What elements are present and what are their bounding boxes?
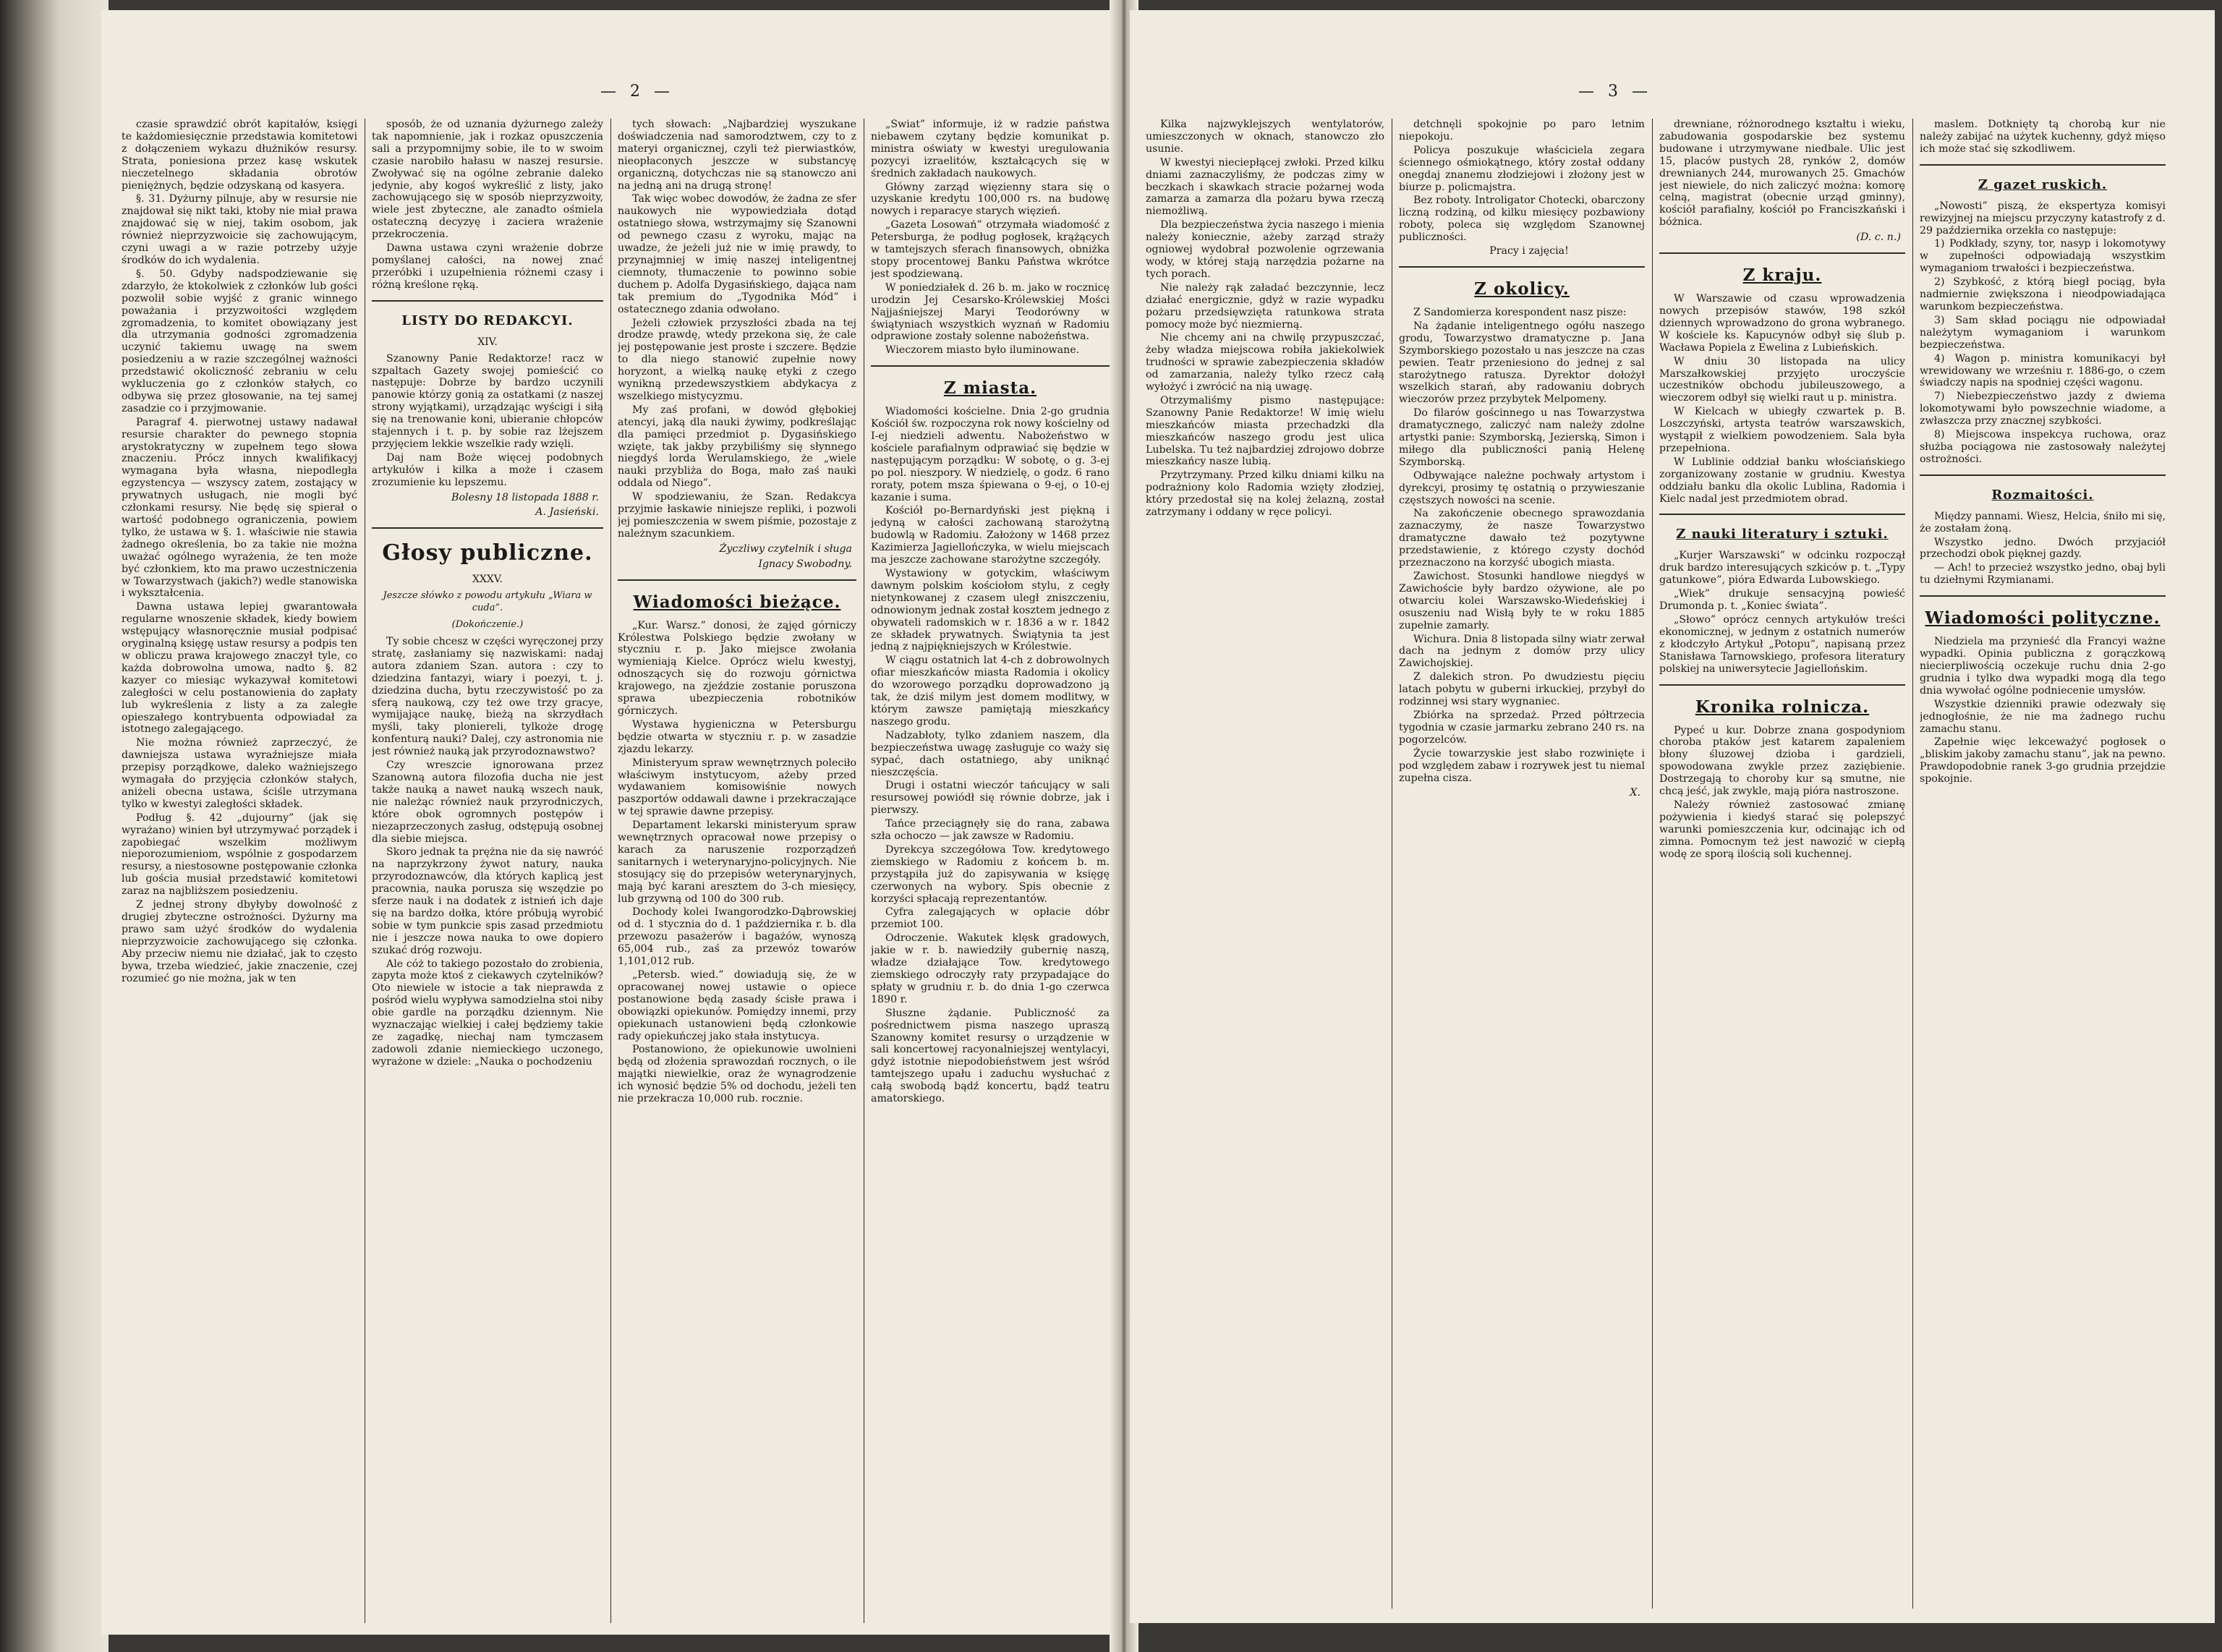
paragraph: detchnęli spokojnie po paro letnim niepokoju. xyxy=(1399,119,1645,142)
section-divider xyxy=(1920,595,2166,597)
z-okolicy-heading: Z okolicy. xyxy=(1474,278,1570,299)
paragraph: Odroczenie. Wakutek klęsk gradowych, jakie w r. b. nawiedziły gubernię naszą, władze działające Tow. kredytowego ziemskiego odroczyły raty przypadające do spłaty w grudniu r. b. do dnia 1-go czerwca 1890 r. xyxy=(871,932,1110,1005)
rozmaitosci-heading: Rozmaitości. xyxy=(1991,487,2094,503)
paragraph: Na zakończenie obecnego sprawozdania zaznaczymy, że nasze Towarzystwo dramatyczne dawało też pozytywne przedstawienie, z którego czysty dochód przeznaczono na korzyść ubogich miasta. xyxy=(1399,508,1645,569)
section-divider xyxy=(372,527,603,529)
wiadomosci-polityczne-heading: Wiadomości polityczne. xyxy=(1925,608,2161,629)
paragraph: Między pannami. Wiesz, Helcia, śniło mi się, że zostałam żoną. xyxy=(1920,510,2166,535)
paragraph: Nadzabłoty, tylko zdaniem naszem, dla bezpieczeństwa uwagę zasługuje co waży się sypać, dach ostatniego, aby uniknąć nieszczęścia. xyxy=(871,729,1110,778)
paragraph: §. 50. Gdyby nadspodziewanie się zdarzyło, że ktokolwiek z członków lub gości pozwolił sobie wyjść z granic winnego poważania i przyzwoitości względem zgromadzenia, to komitet obowiązany jest dla utrzymania godności zgromadzenia uczynić takiemu uwagę na swem posiedzeniu a w razie szczególnej ważności przedstawić okoliczność zebraniu w celu wykluczenia go z członków stałych, co odbywa się przez głosowanie, na tej samej zasadzie co i przyjmowanie. xyxy=(122,268,357,414)
paragraph: Ministeryum spraw wewnętrznych poleciło właściwym instytucyom, ażeby przed wydawaniem komisowiśnie nowych paszportów oddawali dawne i przekraczające w tej sprawie dawne przepisy. xyxy=(618,757,856,818)
paragraph: Zawichost. Stosunki handlowe niegdyś w Zawichoście były bardzo ożywione, ale po otwarciu kolei Warszawsko-Wiedeńskiej i osuszeniu nad Wisłą były te w roku 1885 zupełnie zamarły. xyxy=(1399,571,1645,631)
paragraph: „Nowosti” piszą, że ekspertyza komisyi rewizyjnej na miejscu przyczyny katastrofy z d. 29 października orzekła co następuje: xyxy=(1920,200,2166,237)
paragraph: Wszystkie dzienniki prawie odezwały się jednogłośnie, że nie ma żadnego ruchu zamachu stanu. xyxy=(1920,698,2166,735)
paragraph: 3) Sam skład pociągu nie odpowiadał należytym wymaganiom i warunkom bezpieczeństwa. xyxy=(1920,314,2166,351)
paragraph: Otrzymaliśmy pismo następujące: Szanowny Panie Redaktorze! W imię wielu mieszkańców miasta przechadzki dla mieszkańców naszego grodu jest ulica Lubelska. Tu też najbardziej zdrojowo dobrze mieszkańcy nasze lubią. xyxy=(1146,394,1384,468)
paragraph: Daj nam Boże więcej podobnych artykułów i kilka a może i czasem zrozumienie ku lepszemu. xyxy=(372,451,603,488)
paragraph: Paragraf 4. pierwotnej ustawy nadawał resursie charakter do pewnego stopnia arystokratyczny w zupełnem tego słowa znaczeniu. Prócz innych kwalifikacyj wymagana była własna, niepodległa egzystencya — wszyscy zatem, zostający w prywatnych usługach, nie mogli być członkami resursy. Nie będę się spierał o wartość podobnego ograniczenia, powiem tylko, że ustawa w §. 1. właściwie nie stawia żadnego określenia, bo za takie nie można uważać ogólnego wyrażenia, że ten może być członkiem, kto ma prawo uczestniczenia w Towarzystwach (jakich?) wedle stanowiska i wykształcenia. xyxy=(122,416,357,600)
left-column-1 xyxy=(122,119,357,1623)
paragraph: Dla bezpieczeństwa życia naszego i mienia należy koniecznie, ażeby zarząd straży ogniowej wydobrał pozwolenie ogrzewania wody, w której stają narzędzia pożarne na tych porach. xyxy=(1146,219,1384,280)
paragraph: Szanowny Panie Redaktorze! racz w szpaltach Gazety swojej pomieścić co następuje: Dobrze by bardzo uczynili panowie którzy gonią za ostatkami (z naszej strony wyjątkami), urządzając wyścigi i siłą się na trenowanie koni, ubieranie chłopców stajennych i t. p. by sobie raz lżejszem przyjęciem lekkie wszelkie rady wzięli. xyxy=(372,352,603,450)
section-divider xyxy=(1920,474,2166,476)
paragraph: Skoro jednak ta prężna nie da się nawróć na naprzykrzony żywot natury, nauka przyrodoznawców, dla których kaplicą jest pracownia, nauka porusza się wszędzie po sferze nauk i na dodatek z istnień ich daje się na bardzo dołka, które próbują wyrobić sobie w tym punkcie spis zasad przedmiotu nie i jeszcze nowa nauka to owe dopiero szukać dróg rozwoju. xyxy=(372,846,603,956)
paragraph: Cyfra zalegających w opłacie dóbr przemiot 100. xyxy=(871,906,1110,931)
paragraph: Wichura. Dnia 8 listopada silny wiatr zerwał dach na jednym z domów przy ulicy Zawichojskiej. xyxy=(1399,633,1645,670)
paragraph: W Kielcach w ubiegły czwartek p. B. Loszczyński, artysta teatrów warszawskich, wystąpił z wielkiem powodzeniem. Sala była przepełniona. xyxy=(1659,406,1905,454)
paragraph: Jeżeli człowiek przyszłości zbada na tej drodze prawdę, wtedy przekona się, że cale jej postępowanie jest proste i szczere. Będzie to dla niego stanowić zupełnie nowy horyzont, a wielką naukę etyki z czego wynikną przedewszystkiem abdykacya z wszelkiego mistycyzmu. xyxy=(618,317,856,402)
paragraph: Wiadomości kościelne. Dnia 2-go grudnia Kościół św. rozpoczyna rok nowy kościelny od I-ej niedzieli adwentu. Nabożeństwo w kościele parafialnym odprawiać się będzie w następującym porządku: W sobotę, o g. 3-ej po pol. nieszpory. W niedzielę, o godz. 6 rano roraty, potem msza śpiewana o 9-ej, o 10-ej kazanie i suma. xyxy=(871,406,1110,503)
glosy-note: (Dokończenie.) xyxy=(451,619,524,631)
paragraph: maslem. Dotknięty tą chorobą kur nie należy zabijać na użytek kuchenny, gdyż mięso ich może stać się szkodliwem. xyxy=(1920,119,2166,155)
paragraph: drewniane, różnorodnego kształtu i wieku, zabudowania gospodarskie bez systemu budowane i utrzymywane niedbale. Ulic jest 15, placów pustych 28, rynków 2, domów drewnianych 244, murowanych 25. Gmachów jest niewiele, do nich zaliczyć można: komorę celną, magistrat (obecnie urząd gminny), kościół parafialny, kościół po Franciszkański i bóżnica. xyxy=(1659,119,1905,229)
paragraph: Słuszne żądanie. Publiczność za pośrednictwem pisma naszego upraszą Szanowny komitet resursy o urządzenie w sali koncertowej racyonalniejszej wentylacyi, gdyż istotnie niepodobieństwem jest wśród tamtejszego upału i zaduchu wysłuchać z całą swobodą bądź koncertu, bądź teatru amatorskiego. xyxy=(871,1007,1110,1105)
paragraph: Należy również zastosować zmianę pożywienia i kiedyś starać się polepszyć warunki pomieszczenia kur, odcinając ich od zimna. Pomocnym też jest nawozić w ciepłą wodę ze sporą ilością soli kuchennej. xyxy=(1659,799,1905,860)
paragraph: W ciągu ostatnich lat 4-ch z dobrowolnych ofiar mieszkańców miasta Radomia i okolicy do wzorowego porządku doprowadzono ją tak, że dziś milym jest domem modlitwy, w którym zawsze pamiętają mieszkańcy naszego grodu. xyxy=(871,655,1110,728)
glosy-subtitle: Jeszcze słówko z powodu artykułu „Wiara w cuda”. xyxy=(383,590,592,614)
paragraph: Wszystko jedno. Dwóch przyjaciół przechodzi obok pięknej gazdy. xyxy=(1920,536,2166,561)
signature: (D. c. n.) xyxy=(1856,231,1901,244)
paragraph: Na żądanie inteligentnego ogółu naszego grodu, Towarzystwo dramatyczne p. Jana Szymborskiego pozostało u nas jeszcze na czas pewien. Teatr przeniesiono do jednej z sal starożytnego ratusza. Dyrektor dołożył wszelkich starań, aby radowaniu dobrych wieczorów przez przybytek Melpomeny. xyxy=(1399,320,1645,406)
paragraph: Zapełnie więc lekceważyć pogłosek o „bliskim jakoby zamachu stanu”, jak na pewno. Prawdopodobnie ranek 3-go grudnia przejdzie spokojnie. xyxy=(1920,736,2166,785)
paragraph: Z Sandomierza korespondent nasz pisze: xyxy=(1413,306,1627,318)
paragraph: Do filarów gościnnego u nas Towarzystwa dramatycznego, zaliczyć nam należy zdolne artystki panie: Szymborską, Jezierską, Simon i miłego dla publiczności panią Helenę Szymborską. xyxy=(1399,407,1645,468)
paragraph: Drugi i ostatni wieczór tańcujący w sali resursowej powiódł się równie dobrze, jak i pierwszy. xyxy=(871,780,1110,817)
paragraph: Kościół po-Bernardyński jest piękną i jedyną w całości zachowaną starożytną budowlą w Radomiu. Założony w 1468 przez Kazimierza Jagiellończyka, w wielu miejscach ma jeszcze zachowane starożytne szczegóły. xyxy=(871,505,1110,566)
paragraph: czasie sprawdzić obrót kapitałów, księgi te każdomiesięcznie przedstawia komitetowi z dołączeniem wykazu dłużników resursy. Strata, poniesiona przez kasę wskutek nieczetelnego składania obrotów pieniężnych, będzie odzyskaną od kasyera. xyxy=(122,119,357,192)
paragraph: Niedziela ma przynieść dla Francyi ważne wypadki. Opinia publiczna z gorączkową niecierpliwością oczekuje ruchu dnia 2-go grudnia i tylko dwa wypadki mogą dla tego dnia wywołać ogólne podniecenie umysłów. xyxy=(1920,636,2166,697)
paragraph: Ale cóż to takiego pozostało do zrobienia, zapyta może ktoś z ciekawych czytelników? Oto niewiele w istocie a tak nieprawda z pośród wielu wypływa samodzielna stoi niby obie gardle na porządku dziennym. Nie wyznaczając wielkiej i całej będziemy takie ze zagadkę, niechaj nam tymczasem zadowoli zdanie niemieckiego uczonego, wyrażone w dziele: „Nauka o pochodzeniu xyxy=(372,958,603,1068)
left-column-2 xyxy=(372,119,603,1623)
paragraph: Bez roboty. Introligator Chotecki, obarczony liczną rodziną, od kilku miesięcy pozbawiony roboty, poleca się względom Szanownej publiczności. xyxy=(1399,195,1645,244)
paragraph: Pracy i zajęcia! xyxy=(1489,245,1569,257)
z-kraju-heading: Z kraju. xyxy=(1742,265,1822,286)
section-divider xyxy=(1659,252,1905,254)
left-column-4 xyxy=(871,119,1110,1623)
paragraph: Z dalekich stron. Po dwudziestu pięciu latach pobytu w guberni irkuckiej, przybył do rodzinnej wsi stary wygnaniec. xyxy=(1399,671,1645,708)
signature-line: Życzliwy czytelnik i sługa xyxy=(719,542,852,555)
right-column-1 xyxy=(1146,119,1384,1609)
paragraph: W spodziewaniu, że Szan. Redakcya przyjmie łaskawie niniejsze repliki, i pozwoli jej pomieszczenia w swem piśmie, pozostaje z należnym szacunkiem. xyxy=(618,491,856,540)
paragraph: Dyrekcya szczegółowa Tow. kredytowego ziemskiego w Radomiu z końcem b. m. przystąpiła już do zapisywania w księgę czerwonych na wybory. Spis obecnie z korzyści spłacają reprezentantów. xyxy=(871,843,1110,905)
section-divider xyxy=(618,579,856,581)
paragraph: Nie można również zaprzeczyć, że dawniejsza ustawa wyraźniejsze miała przepisy porządkowe, daleko ważniejszego wymagała do przyjęcia członków stałych, aniżeli obecna ustawa, ściśle utrzymana tylko w kwestyi zaległości składek. xyxy=(122,737,357,810)
paragraph: Czy wreszcie ignorowana przez Szanowną autora filozofia ducha nie jest także nauką a nawet nauką wszech nauk, nie należąc również nauk przyrodniczych, które obok ogromnych postępów i niezaprzeczonych zasług, odstępują osobnej dla siebie miejsca. xyxy=(372,759,603,845)
paragraph: My zaś profani, w dowód głębokiej atencyi, jaką dla nauki żywimy, podkreślając dla pamięci przedmiot p. Dygasińskiego wzięte, tak jakby przybiliśmy się słynnego niegdyś lorda Werulamskiego, że „wiele nauki przybliża do Boga, mało zaś nauki oddala od Niego”. xyxy=(618,404,856,490)
paragraph: — Ach! to przecież wszystko jedno, obaj byli tu dziełnymi Rzymianami. xyxy=(1920,562,2166,587)
paragraph: Przytrzymany. Przed kilku dniami kilku na podrażniony kolo Radomia wzięty złodziej, który przedostał się na kolej żelazną, został zatrzymany i oddany w ręce policyi. xyxy=(1146,469,1384,519)
paragraph: Odbywające należne pochwały artystom i dyrekcyi, prosimy tę ostatnią o przywieszanie częstszych nowości na scenie. xyxy=(1399,469,1645,506)
signature: X. xyxy=(1630,787,1640,799)
paragraph: Ty sobie chcesz w części wyręczonej przy stratę, zasłaniamy się nazwiskami: nadaj autora zdaniem Szan. autora : czy to dziedzina fantazyi, wiary i poezyi, t. j. dziedzina ducha, bytu rzeczywistość po za sferą naukową, czy też owe trzy gracye, wymijające naukę, bieżą na skrzydłach myśli, taky ploniereli, tylkoże drogę konfenturą nauki? Dalej, czy astronomia nie jest również nauką jak przyrodoznawstwo? xyxy=(372,636,603,758)
section-divider xyxy=(372,300,603,302)
paragraph: Z jednej strony dbyłyby dowolność z drugiej zbyteczne ostrożności. Dyżurny ma prawo sam użyć środków do wydalenia nieprzyzwoicie zachowującego się członka. Aby przeciw niemu nie działać, jak to często bywa, trzeba wiedzieć, jakie znaczenie, czej rozumieć go nie można, jak w ten xyxy=(122,899,357,984)
z-miasta-heading: Z miasta. xyxy=(943,378,1037,399)
paragraph: Życie towarzyskie jest słabo rozwinięte i pod względem zabaw i rozrywek jest tu niemal zupełna cisza. xyxy=(1399,747,1645,784)
page-number-left: — 2 — xyxy=(600,82,674,101)
paragraph: W Lublinie oddział banku włościańskiego zorganizowany zostanie w grudniu. Kwestya oddziału banku dla okolic Lublina, Radomia i Kielc nadal jest przedmiotem obrad. xyxy=(1659,456,1905,505)
column-rule xyxy=(1912,119,1913,1609)
paragraph: Podług §. 42 „dujourny” (jak się wyrażano) winien był utrzymywać porządek i zapobiegać wszelkim możliwym nieporozumieniom, wspólnie z gospodarzem resursy, a niestosowne postępowanie członka lub gościa musiał przedstawić komitetowi zaraz na najbliższem posiedzeniu. xyxy=(122,812,357,898)
paragraph: „Kur. Warsz.” donosi, że ząjęd górniczy Królestwa Polskiego będzie zwołany w styczniu r. p. Jako miejsce zwołania wymieniają Kielce. Oprócz wielu kwestyj, odnoszących się do rozwoju górnictwa krajowego, na zjeździe zostanie poruszona sprawa ubezpieczenia robotników górniczych. xyxy=(618,619,856,717)
paragraph: W kwestyi nieciepłącej zwłoki. Przed kilku dniami zaznaczyliśmy, że podczas zimy w beczkach i skawkach stracie pożarnej woda zamarza a zamarza dla pożaru bywa rzeczą niemożliwą. xyxy=(1146,156,1384,218)
paragraph: Policya poszukuje właściciela zegara ściennego ośmiokątnego, który został oddany onegdaj znanemu złodziejowi i złożony jest w biurze p. policmajstra. xyxy=(1399,144,1645,193)
paragraph: Dawna ustawa czyni wrażenie dobrze pomyślanej całości, na nowej znać przeróbki i uzupełnienia różnemi czasy i różną kreślone ręką. xyxy=(372,242,603,291)
paragraph: 8) Miejscowa inspekcya ruchowa, oraz służba pociągowa nie zastosowały należytej ostrożności. xyxy=(1920,429,2166,465)
paragraph: „Kurjer Warszawski” w odcinku rozpoczął druk bardzo interesujących szkiców p. t. „Typy gatunkowe”, pióra Edwarda Lubowskiego. xyxy=(1659,550,1905,587)
paragraph: Departament lekarski ministeryum spraw wewnętrznych opracował nowe przepisy o karach za naruszenie rozporządzeń sanitarnych i weterynaryjno-policyjnych. Nie stosujący się do przepisów weterynaryjnych, mają być karani aresztem do 3-ch miesięcy, lub grzywną od 100 do 300 rub. xyxy=(618,819,856,905)
letters-number: XIV. xyxy=(477,336,498,348)
paragraph: Główny zarząd więzienny stara się o uzyskanie kredytu 100,000 rs. na budowę nowych i reparacye starych więzień. xyxy=(871,181,1110,218)
paragraph: 4) Wagon p. ministra komunikacyi był wrewidowany we wrześniu r. 1886-go, o czem świadczy napis na spodniej części wagonu. xyxy=(1920,352,2166,389)
column-rule xyxy=(1652,119,1653,1609)
signature-name: Ignacy Swobodny. xyxy=(758,558,852,570)
right-column-2 xyxy=(1399,119,1645,1609)
letter-signature: A. Jasieński. xyxy=(535,506,599,519)
paragraph: §. 31. Dyżurny pilnuje, aby w resursie nie znajdował się nikt taki, ktoby nie miał prawa znajdować się w niej, takim osobom, jak również nieprzyzwoicie się zachowującym, czyni uwagi a w razie potrzeby użyje środków do ich wydalenia. xyxy=(122,193,357,266)
paragraph: sposób, że od uznania dyżurnego zależy tak napomnienie, jak i rozkaz opuszczenia sali a przypomnijmy sobie, ile to w swoim czasie narobiło hałasu w naszej resursie. Zwoływać się na ogólne zebranie daleko jedynie, aby kogoś wykreślić z listy, jako zachowującego się w sposób nieprzyzwoity, wiele jest zbyteczne, ale zanadto ośmiela ostateczną decyzyę i zaciera wrażenie przekroczenia. xyxy=(372,119,603,241)
paragraph: Nie należy rąk załadać bezczynnie, lecz działać energicznie, gdyż w razie wypadku pożaru przedsięwzięta ratunkowa strata pomocy może być niezmierną. xyxy=(1146,281,1384,331)
section-divider xyxy=(1399,266,1645,268)
paragraph: Dawna ustawa lepiej gwarantowała regularne wnoszenie składek, kiedy bowiem wstępujący własnoręcznie musiał podpisać oryginalną księgę ustaw resursy a podpis ten w obliczu prawa krajowego znaczył tyle, co każda dobrowolna umowa, nadto §. 82 kazyer co miesiąc wykazywał komitetowi zaległości w celu postanowienia do zapłaty lub wykreślenia z listy a za zaległe opieszałego kontrybuenta odpowiadał za istotnego zalegającego. xyxy=(122,601,357,736)
paragraph: Zbiórka na sprzedaż. Przed półtrzecia tygodnia w czasie jarmarku zebrano 240 rs. na pogorzelców. xyxy=(1399,709,1645,746)
right-column-4 xyxy=(1920,119,2166,1609)
kronika-rolnicza-heading: Kronika rolnicza. xyxy=(1695,697,1870,717)
paragraph: Postanowiono, że opiekunowie uwolnieni będą od złożenia sprawozdań rocznych, o ile majątki niewielkie, oraz że wynagrodzenie ich wynosić będzie 5% od dochodu, jeżeli ten nie przekracza 10,000 rub. rocznie. xyxy=(618,1044,856,1105)
paragraph: Tak więc wobec dowodów, że żadna ze sfer naukowych nie wypowiedziała dotąd ostatniego słowa, wstrzymajmy się Szanowni od pewnego czasu z wyroku, mając na uwadze, że jeżeli już nie w imię prawdy, to przynajmniej w imię naszej inteligentnej ciemnoty, tłumaczenie to powinno sobie duchem p. Adolfa Dygasińskiego, dająca nam tak premium do „Tygodnika Mód” i ostatecznego zdania odwołano. xyxy=(618,193,856,315)
paragraph: Nie chcemy ani na chwilę przypuszczać, żeby władza miejscowa robiła jakiekolwiek trudności w sprawie zabezpieczenia składów od zamarzania, należy tylko rzecz całą wyłożyć i zwrócić na nią uwagę. xyxy=(1146,332,1384,393)
paragraph: W dniu 30 listopada na ulicy Marszałkowskiej przyjęto uroczyście uczestników obchodu jubileuszowego, a wieczorem odbył się wielki raut u p. ministra. xyxy=(1659,355,1905,404)
glosy-heading: Głosy publiczne. xyxy=(382,540,593,566)
paragraph: 7) Niebezpieczeństwo jazdy z dwiema lokomotywami było powszechnie wiadome, a zwłaszcza przy znacznej szybkości. xyxy=(1920,391,2166,427)
paragraph: „Świat” informuje, iż w radzie państwa niebawem czytany będzie komunikat p. ministra oświaty w kwestyi uregulowania pozycyi izraelitów, kształcących się w średnich zakładach naukowych. xyxy=(871,119,1110,179)
paragraph: Tańce przeciągnęły się do rana, zabawa szła ochoczo — jak zawsze w Radomiu. xyxy=(871,818,1110,843)
section-divider xyxy=(1920,164,2166,166)
section-divider xyxy=(1659,514,1905,515)
paragraph: Pypeć u kur. Dobrze znana gospodyniom choroba ptaków jest katarem zapaleniem błony śluzowej dzioba i gardzieli, spowodowana zwykle przez zaziębienie. Dostrzegają to choroby kur są smutne, nie chcą jeść, jak zwykle, mają pióra nastroszone. xyxy=(1659,724,1905,798)
left-page xyxy=(101,10,1129,1635)
letters-heading: LISTY DO REDAKCYI. xyxy=(401,312,574,328)
z-nauki-heading: Z nauki literatury i sztuki. xyxy=(1676,527,1889,542)
paragraph: „Gazeta Losowań” otrzymała wiadomość z Petersburga, że podług pogłosek, krążących w tamtejszych sferach finansowych, obniżka stopy procentowej Banku Państwa wkrótce jest spodziewaną. xyxy=(871,219,1110,280)
paragraph: Wystawa hygieniczna w Petersburgu będzie otwarta w styczniu r. p. w zasadzie zjazdu lekarzy. xyxy=(618,718,856,755)
wiadomosci-biezace-heading: Wiadomości bieżące. xyxy=(633,592,841,612)
paragraph: Kilka najzwyklejszych wentylatorów, umieszczonych w oknach, stanowczo zło usunie. xyxy=(1146,119,1384,155)
paragraph: „Wiek” drukuje sensacyjną powieść Drumonda p. t. „Koniec świata”. xyxy=(1659,588,1905,613)
letter-date: Bolesny 18 listopada 1888 r. xyxy=(451,491,599,503)
book-edge xyxy=(0,0,108,1652)
paragraph: 1) Podkłady, szyny, tor, nasyp i lokomotywy w zupełności odpowiadają wszystkim wymaganiom trwałości i bezpieczeństwa. xyxy=(1920,238,2166,275)
right-column-3 xyxy=(1659,119,1905,1609)
section-divider xyxy=(871,365,1110,367)
column-rule xyxy=(610,119,611,1623)
section-divider xyxy=(1659,684,1905,686)
paragraph: 2) Szybkość, z którą biegł pociąg, była nadmiernie zwiększona i nieodpowiadająca warunkom bezpieczeństwa. xyxy=(1920,276,2166,312)
glosy-number: XXXV. xyxy=(472,574,503,586)
paragraph: Dochody kolei Iwangorodzko-Dąbrowskiej od d. 1 stycznia do d. 1 października r. b. dla przewozu pasażerów i bagażów, wynoszą 65,004 rub., zaś za przewóz towarów 1,101,012 rub. xyxy=(618,906,856,968)
paragraph: „Słowo” oprócz cennych artykułów treści ekonomicznej, w jednym z ostatnich numerów z kłodczyło Artykuł „Potopu”, napisaną przez Stanisława Tarnowskiego, profesora literatury polskiej na uniwersytecie Jagiellońskim. xyxy=(1659,614,1905,675)
paragraph: Wystawiony w gotyckim, właściwym dawnym polskim kościołom stylu, z cegły nietynkowanej z czasem uległ zniszczeniu, odnowionym jednak został kosztem jednego z obywateli radomskich w r. 1836 a w r. 1842 ze składek prywatnych. Świątynia ta jest jedną z najpiękniejszych w Królestwie. xyxy=(871,568,1110,653)
paragraph: tych słowach: „Najbardziej wyszukane doświadczenia nad samorodztwem, czy to z materyi organicznej, czyli też pierwiastków, nieopłaconych jeszcze w substancyę organiczną, dotychczas nie są stanowczo ani na jedną ani na drugą stronę! xyxy=(618,119,856,192)
z-gazet-ruskich-heading: Z gazet ruskich. xyxy=(1978,176,2108,192)
paragraph: Wieczorem miasto było iluminowane. xyxy=(885,344,1080,357)
paragraph: „Petersb. wied.” dowiadują się, że w opracowanej nowej ustawie o opiece postanowione będą zasady ścisłe prawa i obowiązki opiekunów. Pomiędzy innemi, przy opiekunach ustanowieni będą członkowie rady opiekuńczej jako stała instytucya. xyxy=(618,969,856,1042)
right-page xyxy=(1130,10,2215,1623)
paragraph: W poniedziałek d. 26 b. m. jako w rocznicę urodzin Jej Cesarsko-Królewskiej Mości Najjaśniejszej Maryi Teodorówny w świątyniach wszystkich wyznań w Radomiu odprawione zostały solenne nabożeństwa. xyxy=(871,281,1110,343)
left-column-3 xyxy=(618,119,856,1623)
paragraph: W Warszawie od czasu wprowadzenia nowych przepisów stawów, 198 szkół dziennych wprowadzono do grona wybranego. W kościele ks. Kapucynów odbył się ślub p. Wacława Popiela z Ewelina z Lubieńskich. xyxy=(1659,293,1905,354)
page-number-right: — 3 — xyxy=(1578,82,1652,101)
